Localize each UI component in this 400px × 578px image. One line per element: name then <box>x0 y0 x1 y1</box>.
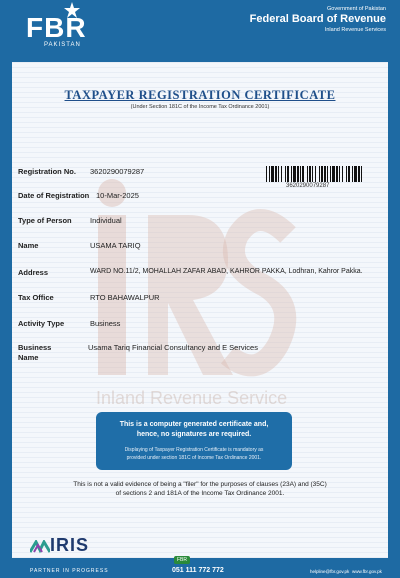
disclaimer-line-1: This is not a valid evidence of being a "filer" for the purposes of clauses (23A) and (35C) <box>73 481 327 488</box>
label-activity-type: Activity Type <box>18 319 65 328</box>
label-tax-office: Tax Office <box>18 293 54 302</box>
iris-logo-icon <box>30 540 50 554</box>
notice-box <box>96 412 292 470</box>
value-registration-no: 3620290079287 <box>90 167 145 176</box>
disclaimer <box>60 480 340 498</box>
value-activity-type: Business <box>90 319 121 328</box>
label-business-name: Business Name <box>18 343 52 362</box>
gov-line: Government of Pakistan <box>326 6 386 12</box>
website-link[interactable]: www.fbr.gov.pk <box>352 569 382 574</box>
notice-small-1: Displaying of Taxpayer Registration Certificate is mandatory as <box>124 447 264 453</box>
fbr-logo-text: FBR <box>26 12 87 43</box>
disclaimer-line-2: of sections 2 and 181A of the Income Tax Ordinance 2001. <box>115 490 285 497</box>
header <box>0 0 400 60</box>
value-address: WARD NO.11/2, MOHALLAH ZAFAR ABAD, KAHROR PAKKA, Lodhran, Kahror Pakka. <box>90 268 363 275</box>
partner-text: PARTNER IN PROGRESS <box>30 568 109 574</box>
value-type-of-person: Individual <box>90 216 122 225</box>
barcode-number: 3620290079287 <box>286 183 330 189</box>
notice-secondary <box>96 446 292 462</box>
org-name: Federal Board of Revenue <box>249 13 386 25</box>
certificate-subtitle: (Under Section 181C of the Income Tax Ordinance 2001) <box>130 104 270 110</box>
helpline-email[interactable]: helpline@fbr.gov.pk <box>310 569 350 574</box>
value-tax-office: RTO BAHAWALPUR <box>90 293 160 302</box>
fbr-logo-subtext: PAKISTAN <box>44 42 81 48</box>
certificate-title: TAXPAYER REGISTRATION CERTIFICATE <box>64 88 336 102</box>
fbr-badge: FBR <box>174 556 190 564</box>
irs-watermark-logo <box>88 175 308 385</box>
value-name: USAMA TARIQ <box>90 241 141 250</box>
label-type-of-person: Type of Person <box>18 216 72 225</box>
org-sub: Inland Revenue Services <box>324 27 386 33</box>
value-business-name: Usama Tariq Financial Consultancy and E Services <box>88 343 258 352</box>
notice-small-2: provided under section 181C of Income Tax Ordinance 2001. <box>126 455 262 461</box>
label-registration-no: Registration No. <box>18 167 76 176</box>
notice-line-1: This is a computer generated certificate and, <box>119 421 269 428</box>
barcode <box>266 166 362 182</box>
label-address: Address <box>18 268 49 277</box>
label-date-of-registration: Date of Registration <box>18 191 90 200</box>
phone-number: 051 111 772 772 <box>172 567 224 574</box>
value-date-of-registration: 10-Mar-2025 <box>96 191 139 200</box>
label-name: Name <box>18 241 39 250</box>
notice-primary <box>96 420 292 440</box>
iris-brand: IRIS <box>50 535 90 555</box>
watermark-text: Inland Revenue Service <box>96 388 288 408</box>
notice-line-2: hence, no signatures are required. <box>136 431 252 438</box>
